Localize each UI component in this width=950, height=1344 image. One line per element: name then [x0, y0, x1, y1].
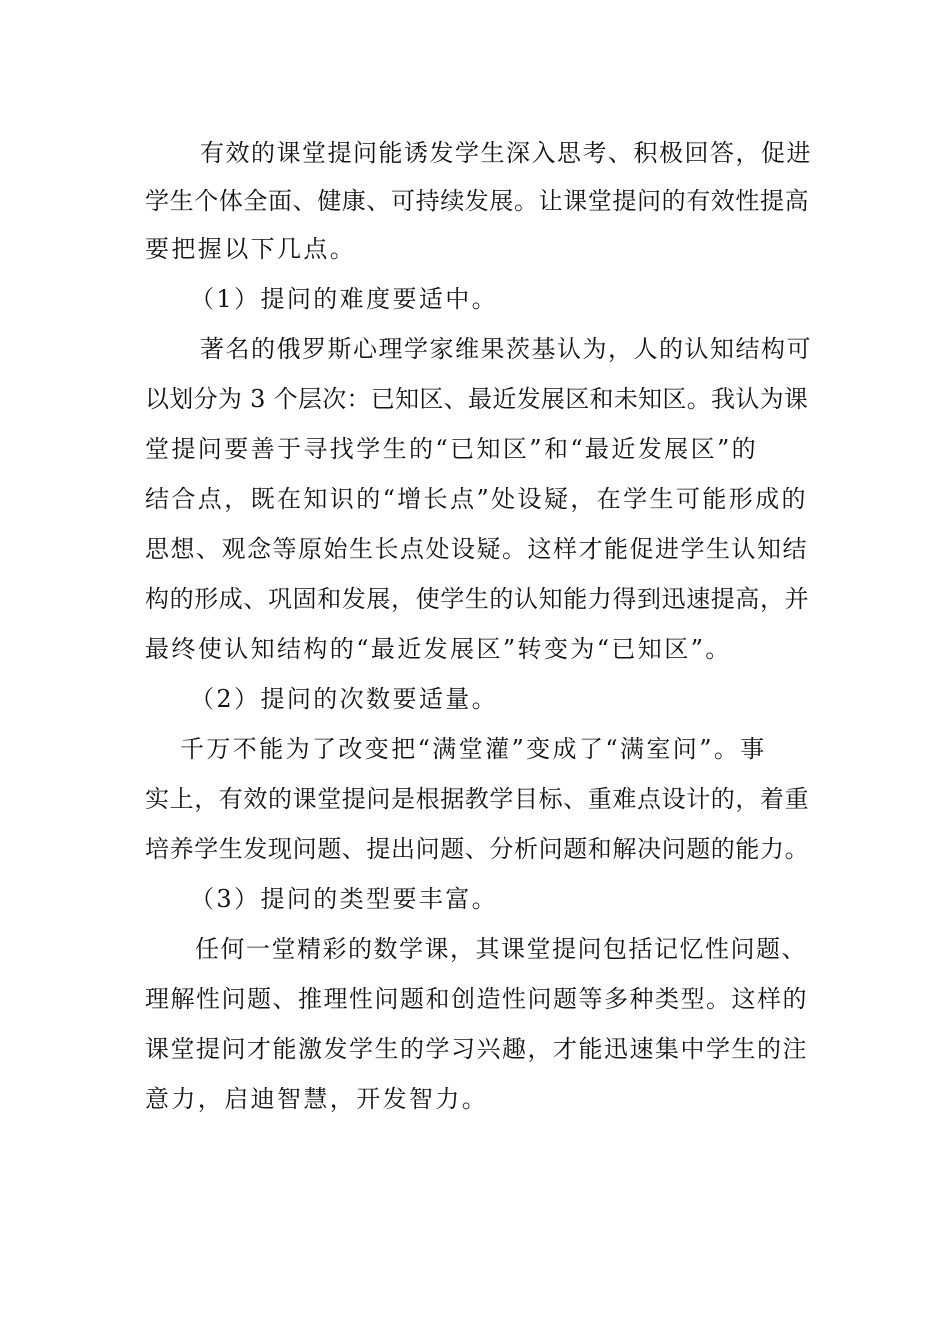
paragraph-line: 培养学生发现问题、提出问题、分析问题和解决问题的能力。	[145, 835, 810, 863]
section-heading: （2）提问的次数要适量。	[190, 685, 499, 713]
paragraph-line: 要把握以下几点。	[145, 235, 357, 263]
section-heading: （3）提问的类型要丰富。	[190, 885, 499, 913]
paragraph-line: 理解性问题、推理性问题和创造性问题等多种类型。这样的	[145, 985, 808, 1013]
paragraph-line: 实上，有效的课堂提问是根据教学目标、重难点设计的，着重	[145, 785, 810, 813]
paragraph-line: 构的形成、巩固和发展，使学生的认知能力得到迅速提高，并	[145, 585, 810, 613]
paragraph-line: 学生个体全面、健康、可持续发展。让课堂提问的有效性提高	[145, 187, 810, 215]
paragraph-line: 结合点，既在知识的“增长点”处设疑，在学生可能形成的	[145, 485, 808, 513]
paragraph-line: 有效的课堂提问能诱发学生深入思考、积极回答，促进	[200, 139, 812, 167]
paragraph-line: 千万不能为了改变把“满堂灌”变成了“满室问”。事	[180, 735, 767, 763]
paragraph-line: 课堂提问才能激发学生的学习兴趣，才能迅速集中学生的注	[145, 1035, 808, 1063]
paragraph-line: 任何一堂精彩的数学课，其课堂提问包括记忆性问题、	[195, 935, 807, 963]
paragraph-line: 著名的俄罗斯心理学家维果茨基认为，人的认知结构可	[200, 335, 812, 363]
paragraph-line: 意力，启迪智慧，开发智力。	[145, 1085, 489, 1113]
section-heading: （1）提问的难度要适中。	[190, 285, 499, 313]
paragraph-line: 以划分为 3 个层次：已知区、最近发展区和未知区。我认为课	[145, 385, 809, 413]
paragraph-line: 堂提问要善于寻找学生的“已知区”和“最近发展区”的	[145, 435, 759, 463]
paragraph-line: 最终使认知结构的“最近发展区”转变为“已知区”。	[145, 635, 732, 663]
paragraph-line: 思想、观念等原始生长点处设疑。这样才能促进学生认知结	[145, 535, 808, 563]
